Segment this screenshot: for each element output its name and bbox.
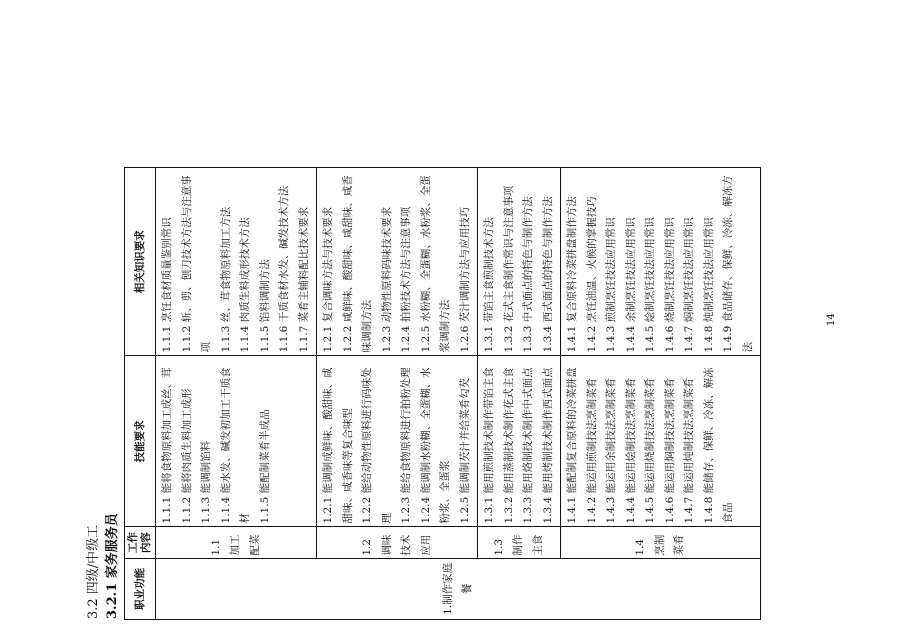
cell-skills xyxy=(156,356,317,527)
knowledge-item: 1.4.4 余制烹饪技法应用常识 xyxy=(624,217,637,353)
skill-item: 1.1.5 能配制菜肴半成品 xyxy=(258,409,271,524)
cell-skills xyxy=(478,356,561,527)
knowledge-item: 1.3.4 西式面点的特色与制作方法 xyxy=(541,196,554,353)
skill-item: 1.4.7 能运用炖制技法烹制菜肴 xyxy=(683,377,695,524)
knowledge-item: 1.2.4 拍粉技术方法与注意事项 xyxy=(400,206,412,353)
knowledge-item: 1.2.2 咸鲜味、酸甜味、咸甜味、咸香味调制方法 xyxy=(341,175,373,353)
knowledge-item: 1.4.1 复合原料冷菜拼盘制作方法 xyxy=(566,196,578,353)
cell-work-content: 1.1加工配菜 xyxy=(156,527,317,558)
knowledge-item: 1.4.5 烩制烹饪技法应用常识 xyxy=(644,217,656,353)
skill-item: 1.3.4 能用烤制技术制作西式面点 xyxy=(541,367,554,524)
cell-work-content: 1.3制作主食 xyxy=(478,527,561,558)
cell-skills xyxy=(561,356,761,527)
table-row xyxy=(156,168,317,620)
skill-item: 1.3.3 能用烙制技术制作中式面点 xyxy=(522,367,534,524)
skill-item: 1.1.1 能将食物原料加工成丝、茸 xyxy=(161,367,173,524)
knowledge-item: 1.1.6 干质食材水发、碱发技术方法 xyxy=(278,185,290,353)
cell-skills xyxy=(317,356,478,527)
skill-item: 1.1.3 能调制馅料 xyxy=(200,440,212,524)
knowledge-item: 1.1.7 菜肴主辅料配比技术要求 xyxy=(297,206,310,353)
knowledge-item: 1.1.5 馅料调制方法 xyxy=(258,259,271,353)
cell-knowledge xyxy=(561,168,761,356)
cell-work-content: 1.2调味技术应用 xyxy=(317,527,478,558)
skill-item: 1.4.6 能运用焖制技法烹制菜肴 xyxy=(663,377,676,524)
skill-item: 1.4.2 能运用煎制技法烹制菜肴 xyxy=(585,377,598,524)
skill-item: 1.2.2 能给动物性原料进行码味处理 xyxy=(361,367,393,524)
knowledge-item: 1.3.3 中式面点的特色与制作方法 xyxy=(522,196,534,353)
skill-item: 1.4.3 能运用余制技法烹制菜肴 xyxy=(605,377,617,524)
table-row xyxy=(561,168,761,620)
knowledge-item: 1.1.1 烹饪食材质量鉴别常识 xyxy=(161,217,173,353)
skill-item: 1.4.8 能储存、保鲜、冷冻、解冻食品 xyxy=(702,367,734,524)
skill-item: 1.1.4 能水发、碱发初加工干质食材 xyxy=(219,367,251,524)
page-number: 14 xyxy=(826,313,837,326)
section-heading: 3.2 四级/中级工 xyxy=(86,524,101,619)
skill-item: 1.4.5 能运用烧制技法烹制菜肴 xyxy=(644,377,656,524)
knowledge-item: 1.4.2 烹饪油温、火候的掌握技巧 xyxy=(585,196,598,353)
knowledge-item: 1.2.1 复合调味方法与技术要求 xyxy=(322,206,334,353)
table-row xyxy=(478,168,561,620)
knowledge-item: 1.4.7 焖制烹饪技法应用常识 xyxy=(683,217,695,353)
skill-item: 1.2.3 能给食物原料进行拍粉处理 xyxy=(400,367,412,524)
knowledge-item: 1.4.6 烧制烹饪技法应用常识 xyxy=(663,217,676,353)
table-row xyxy=(317,168,478,620)
skill-item: 1.3.1 能用煎制技术制作带馅主食 xyxy=(483,367,495,524)
skill-item: 1.1.2 能将肉质生料加工成形 xyxy=(180,388,193,524)
skill-item: 1.4.1 能配制复合原料的冷菜拼盘 xyxy=(566,367,578,524)
knowledge-item: 1.4.8 炖制烹饪技法应用常识 xyxy=(702,217,715,353)
skills-table xyxy=(124,167,761,620)
header-function: 职业功能 xyxy=(125,558,156,619)
header-knowledge: 相关知识要求 xyxy=(125,168,156,356)
knowledge-item: 1.4.9 食品储存、保鲜、冷冻、解冻方法 xyxy=(722,175,754,353)
subsection-heading: 3.2.1 家务服务员 xyxy=(105,513,120,619)
knowledge-item: 1.1.3 丝、茸食物原料加工方法 xyxy=(219,206,232,353)
skill-item: 1.2.1 能调制成鲜味、酸甜味、咸甜味、咸香味等复合味型 xyxy=(322,367,354,524)
skill-item: 1.2.4 能调制水粉糊、全蛋糊、水粉浆、全蛋浆 xyxy=(419,367,451,524)
skill-item: 1.2.5 能调制芡汁并给菜肴勾芡 xyxy=(458,377,471,524)
knowledge-item: 1.1.4 肉质生料成形技术方法 xyxy=(239,217,251,353)
skill-item: 1.4.4 能运用烩制技法烹制菜肴 xyxy=(624,377,637,524)
cell-knowledge xyxy=(478,168,561,356)
knowledge-item: 1.3.1 带馅主食煎制技术方法 xyxy=(483,217,495,353)
cell-function: 1.制作家庭餐 xyxy=(156,558,761,619)
knowledge-item: 1.2.3 动物性原料码味技术要求 xyxy=(380,206,393,353)
knowledge-item: 1.1.2 斩、剪、刨刀技术方法与注意事项 xyxy=(180,175,212,353)
table-body xyxy=(156,168,761,620)
skill-item: 1.3.2 能用蒸制技术制作花式主食 xyxy=(502,367,515,524)
cell-work-content: 1.4烹制菜肴 xyxy=(561,527,761,558)
knowledge-item: 1.2.6 芡汁调制方法与应用技巧 xyxy=(458,206,471,353)
knowledge-item: 1.2.5 水粉糊、全蛋糊、水粉浆、全蛋浆调制方法 xyxy=(419,175,451,353)
cell-knowledge xyxy=(317,168,478,356)
cell-knowledge xyxy=(156,168,317,356)
header-work: 工作内容 xyxy=(125,527,156,558)
table-header-row xyxy=(125,168,156,620)
knowledge-item: 1.4.3 煎制烹饪技法应用常识 xyxy=(605,217,617,353)
header-skill: 技能要求 xyxy=(125,356,156,527)
knowledge-item: 1.3.2 花式主食制作常识与注意事项 xyxy=(502,185,515,353)
